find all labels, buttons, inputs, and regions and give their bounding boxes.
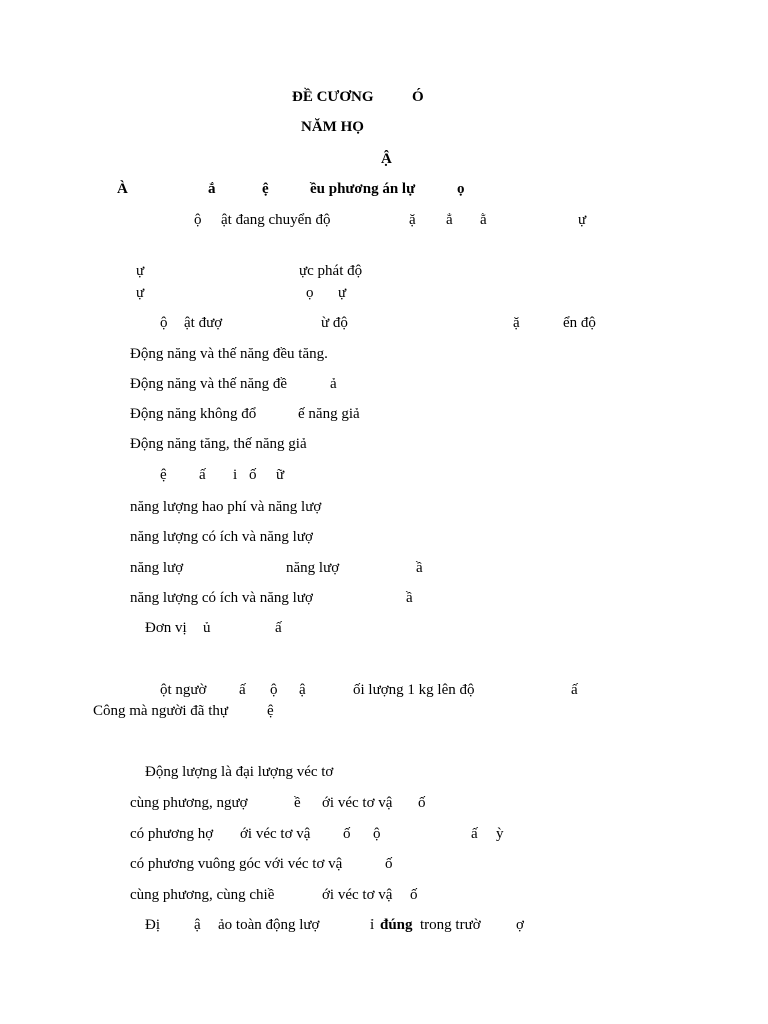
- q6-option: ố: [385, 856, 393, 872]
- section-heading: À: [117, 181, 128, 197]
- q6-option: ộ: [373, 826, 381, 842]
- q3-stem: i: [233, 467, 238, 483]
- q2-stem: ộ: [160, 315, 168, 331]
- q6-option: ề: [294, 795, 301, 811]
- section-heading-frag: ều phương án lự: [310, 181, 416, 197]
- q5-line2: Công mà người đã thự: [93, 703, 229, 719]
- q6-option: có phương vuông góc với véc tơ vậ: [130, 856, 343, 872]
- q1-stem: ẳ: [446, 212, 453, 228]
- q6-option: cùng phương, ngượ: [130, 795, 248, 811]
- q5-stem: ộ: [270, 682, 278, 698]
- q3-option: ầ: [416, 560, 423, 576]
- q1-note: ọ: [306, 285, 314, 301]
- q1-stem: ự: [578, 212, 587, 228]
- q1-note: ực phát độ: [299, 263, 363, 279]
- doc-title-line3: Ậ: [381, 151, 392, 167]
- q7-stem: ỉ: [370, 917, 375, 933]
- q5-stem: ối lượng 1 kg lên độ: [353, 682, 475, 698]
- q2-option: Động năng tăng, thế năng giả: [130, 436, 307, 452]
- q3-stem: ữ: [276, 467, 285, 483]
- q6-stem: Động lượng là đại lượng véc tơ: [145, 764, 334, 780]
- q6-option: ố: [410, 887, 418, 903]
- q1-stem: ằ: [480, 212, 487, 228]
- q2-option: Động năng và thế năng đều tăng.: [130, 346, 328, 362]
- doc-title-line1: ĐỀ CƯƠNG: [292, 89, 374, 105]
- q1-note: ự: [136, 263, 145, 279]
- q2-option: ả: [330, 376, 337, 392]
- q2-stem: ặ: [513, 315, 520, 331]
- section-heading-frag: ắ: [208, 181, 216, 197]
- q7-stem: Đị: [145, 917, 160, 933]
- q6-option: ới véc tơ vậ: [240, 826, 311, 842]
- q2-option: Động năng không đổ: [130, 406, 257, 422]
- q3-option: năng lượ: [286, 560, 340, 576]
- q3-stem: ệ: [160, 467, 167, 483]
- q2-stem: ật đượ: [184, 315, 223, 331]
- q1-stem: ặ: [409, 212, 416, 228]
- q4-stem: Đơn vị: [145, 620, 187, 636]
- q6-option: ố: [418, 795, 426, 811]
- q1-stem: ộ: [194, 212, 202, 228]
- q1-stem: ật đang chuyển độ: [221, 212, 331, 228]
- q6-option: cùng phương, cùng chiề: [130, 887, 275, 903]
- q7-stem: trong trườ: [420, 917, 481, 933]
- q2-option: ế năng giả: [298, 406, 360, 422]
- q6-option: ới véc tơ vậ: [322, 795, 393, 811]
- q2-stem: ển độ: [563, 315, 596, 331]
- section-heading-frag: ọ: [457, 181, 465, 197]
- q4-stem: ấ: [275, 620, 282, 636]
- q3-option: năng lượ: [130, 560, 184, 576]
- q6-option: ới véc tơ vậ: [322, 887, 393, 903]
- q3-stem: ố: [249, 467, 257, 483]
- q6-option: ỳ: [496, 826, 504, 842]
- q5-stem: ấ: [239, 682, 246, 698]
- q1-note: ự: [136, 285, 145, 301]
- q7-stem: ảo toàn động lượ: [218, 917, 320, 933]
- q6-option: ố: [343, 826, 351, 842]
- q3-option: năng lượng hao phí và năng lượ: [130, 499, 322, 515]
- q4-stem: ủ: [203, 620, 211, 636]
- q5-stem: ột ngườ: [160, 682, 207, 698]
- q3-stem: ấ: [199, 467, 206, 483]
- q5-line2: ệ: [267, 703, 274, 719]
- q3-option: năng lượng có ích và năng lượ: [130, 590, 313, 606]
- q2-option: Động năng và thế năng đề: [130, 376, 288, 392]
- q5-stem: ậ: [299, 682, 306, 698]
- q3-option: ầ: [406, 590, 413, 606]
- q2-stem: ừ độ: [321, 315, 348, 331]
- q7-stem: ậ: [194, 917, 201, 933]
- q7-stem-emphasis: đúng: [380, 917, 413, 933]
- q6-option: có phương hợ: [130, 826, 214, 842]
- q1-note: ự: [338, 285, 347, 301]
- q7-stem: ợ: [516, 917, 524, 933]
- q3-option: năng lượng có ích và năng lượ: [130, 529, 313, 545]
- section-heading-frag: ệ: [262, 181, 269, 197]
- doc-title-line2: NĂM HỌ: [301, 119, 364, 135]
- q5-stem: ấ: [571, 682, 578, 698]
- doc-title-line1-tail: Ó: [412, 89, 424, 105]
- q6-option: ấ: [471, 826, 478, 842]
